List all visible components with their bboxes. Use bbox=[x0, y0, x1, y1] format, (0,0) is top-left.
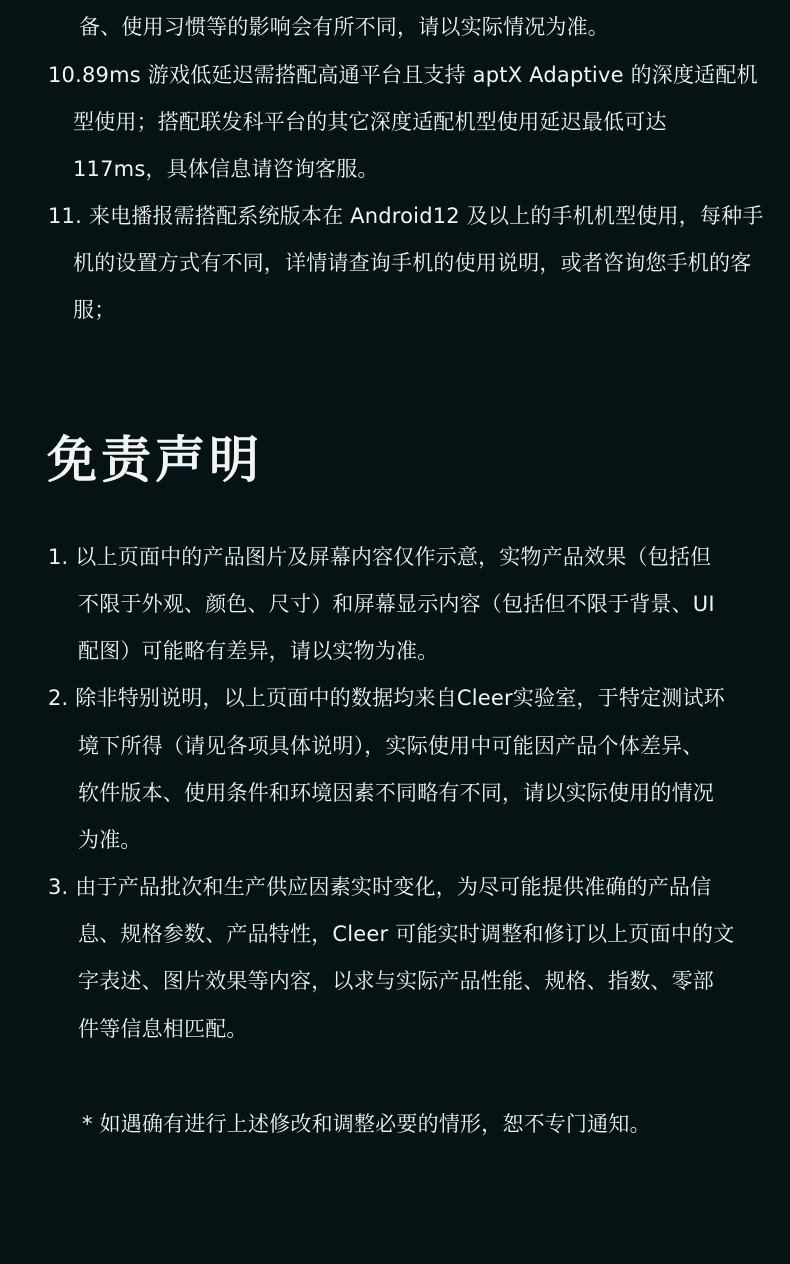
disclaimer-line-10: 字表述、图片效果等内容，以求与实际产品性能、规格、指数、零部 bbox=[78, 969, 714, 993]
disclaimer-line-2: 不限于外观、颜色、尺寸）和屏幕显示内容（包括但不限于背景、UI bbox=[78, 592, 715, 616]
disclaimer-heading: 免责声明 bbox=[47, 431, 263, 489]
disclaimer-line-1: 1. 以上页面中的产品图片及屏幕内容仅作示意，实物产品效果（包括但 bbox=[48, 545, 712, 569]
disclaimer-line-7: 为准。 bbox=[78, 828, 142, 852]
disclaimer-line-3: 配图）可能略有差异，请以实物为准。 bbox=[78, 639, 439, 663]
disclaimer-line-9: 息、规格参数、产品特性，Cleer 可能实时调整和修订以上页面中的文 bbox=[78, 922, 735, 946]
top-line-2: 10.89ms 游戏低延迟需搭配高通平台且支持 aptX Adaptive 的深度适配机 bbox=[48, 63, 758, 87]
disclaimer-line-5: 境下所得（请见各项具体说明），实际使用中可能因产品个体差异、 bbox=[78, 734, 704, 758]
disclaimer-line-4: 2. 除非特别说明，以上页面中的数据均来自Cleer实验室，于特定测试环 bbox=[48, 686, 725, 710]
top-line-3: 型使用；搭配联发科平台的其它深度适配机型使用延迟最低可达 bbox=[73, 110, 667, 134]
top-line-4: 117ms，具体信息请咨询客服。 bbox=[73, 157, 379, 181]
top-line-5: 11. 来电播报需搭配系统版本在 Android12 及以上的手机机型使用，每种手 bbox=[48, 204, 764, 228]
disclaimer-line-8: 3. 由于产品批次和生产供应因素实时变化，为尽可能提供准确的产品信 bbox=[48, 875, 712, 899]
top-line-1: 备、使用习惯等的影响会有所不同，请以实际情况为准。 bbox=[79, 15, 609, 39]
disclaimer-note: * 如遇确有进行上述修改和调整必要的情形，恕不专门通知。 bbox=[82, 1112, 651, 1136]
top-line-7: 服； bbox=[73, 298, 116, 322]
top-line-6: 机的设置方式有不同，详情请查询手机的使用说明，或者咨询您手机的客 bbox=[73, 251, 752, 275]
disclaimer-line-11: 件等信息相匹配。 bbox=[78, 1017, 248, 1041]
disclaimer-line-6: 软件版本、使用条件和环境因素不同略有不同，请以实际使用的情况 bbox=[78, 781, 714, 805]
